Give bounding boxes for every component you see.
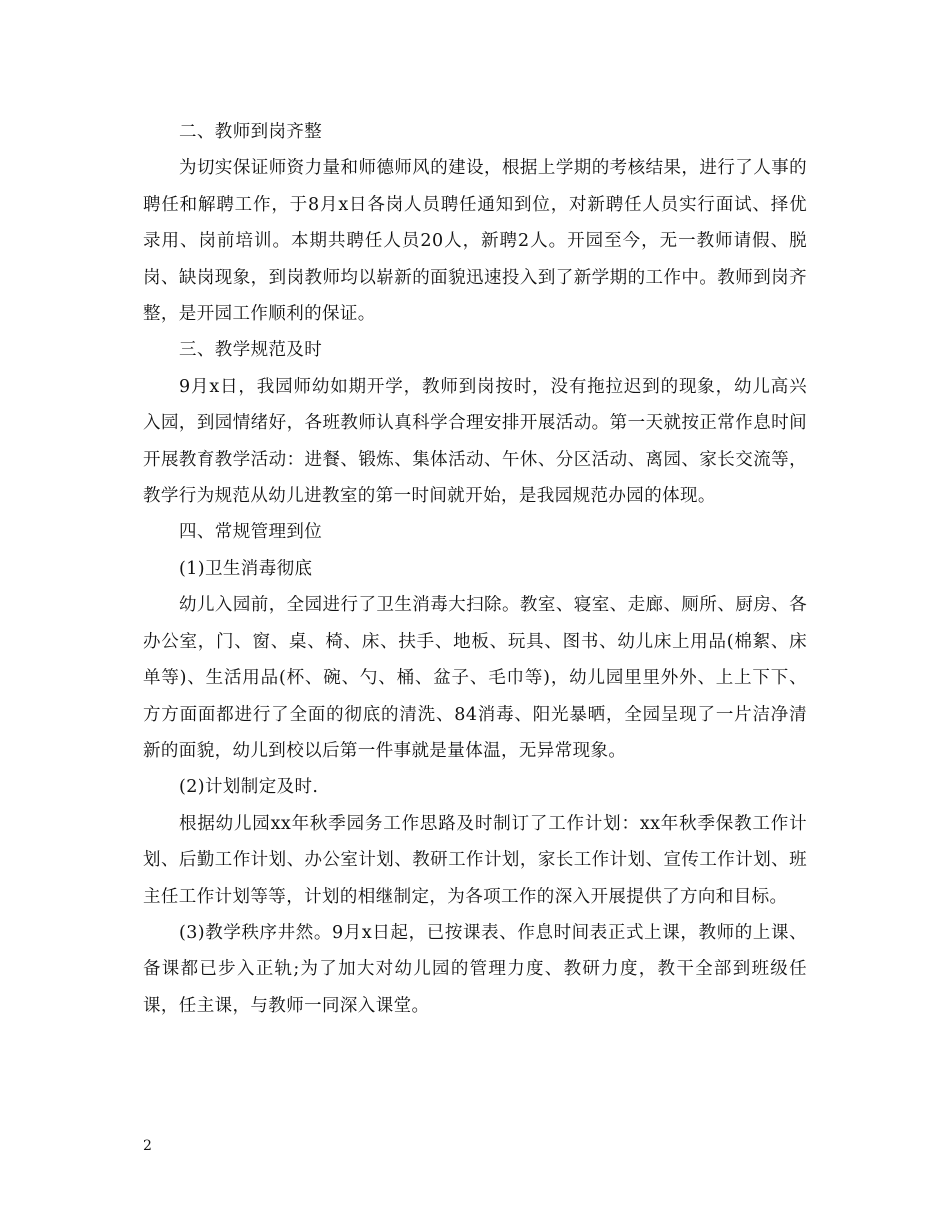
page-number: 2 xyxy=(143,1138,152,1154)
subheading-hygiene: (1)卫生消毒彻底 xyxy=(179,558,313,579)
section-heading-teaching: 三、教学规范及时 xyxy=(179,340,323,361)
section-heading-teachers: 二、教师到岗齐整 xyxy=(179,122,323,142)
paragraph-order: (3)教学秩序井然。9月x日起，已按课表、作息时间表正式上课，教师的上课、备课都已步入正轨;为了加大对幼儿园的管理力度、教研力度，教干全部到班级任课，任主课，与教师一同深入课堂。 xyxy=(143,922,807,1016)
paragraph-teachers: 为切实保证师资力量和师德师风的建设，根据上学期的考核结果，进行了人事的聘任和解聘工作，于8月x日各岗人员聘任通知到位，对新聘任人员实行面试、择优录用、岗前培训。本期共聘任人员20人，新聘2人。开园至今，无一教师请假、脱岗、缺岗现象，到岗教师均以崭新的面貌迅速投入到了新学期的工作中。教师到岗齐整，是开园工作顺利的保证。 xyxy=(143,158,807,325)
document-body xyxy=(143,114,807,1024)
section-heading-management: 四、常规管理到位 xyxy=(179,522,323,543)
paragraph-teaching: 9月x日，我园师幼如期开学，教师到岗按时，没有拖拉迟到的现象，幼儿高兴入园，到园情绪好，各班教师认真科学合理安排开展活动。第一天就按正常作息时间开展教育教学活动：进餐、锻炼、集体活动、午休、分区活动、离园、家长交流等，教学行为规范从幼儿进教室的第一时间就开始，是我园规范办园的体现。 xyxy=(143,376,807,507)
paragraph-planning: 根据幼儿园xx年秋季园务工作思路及时制订了工作计划：xx年秋季保教工作计划、后勤工作计划、办公室计划、教研工作计划，家长工作计划、宣传工作计划、班主任工作计划等等，计划的相继制定，为各项工作的深入开展提供了方向和目标。 xyxy=(143,813,807,907)
subheading-planning: (2)计划制定及时. xyxy=(179,777,319,798)
paragraph-hygiene: 幼儿入园前，全园进行了卫生消毒大扫除。教室、寝室、走廊、厕所、厨房、各办公室，门、窗、桌、椅、床、扶手、地板、玩具、图书、幼儿床上用品(棉絮、床单等)、生活用品(杯、碗、勺、桶、盆子、毛巾等)，幼儿园里里外外、上上下下、方方面面都进行了全面的彻底的清洗、84消毒、阳光暴晒，全园呈现了一片洁净清新的面貌，幼儿到校以后第一件事就是量体温，无异常现象。 xyxy=(143,595,807,761)
